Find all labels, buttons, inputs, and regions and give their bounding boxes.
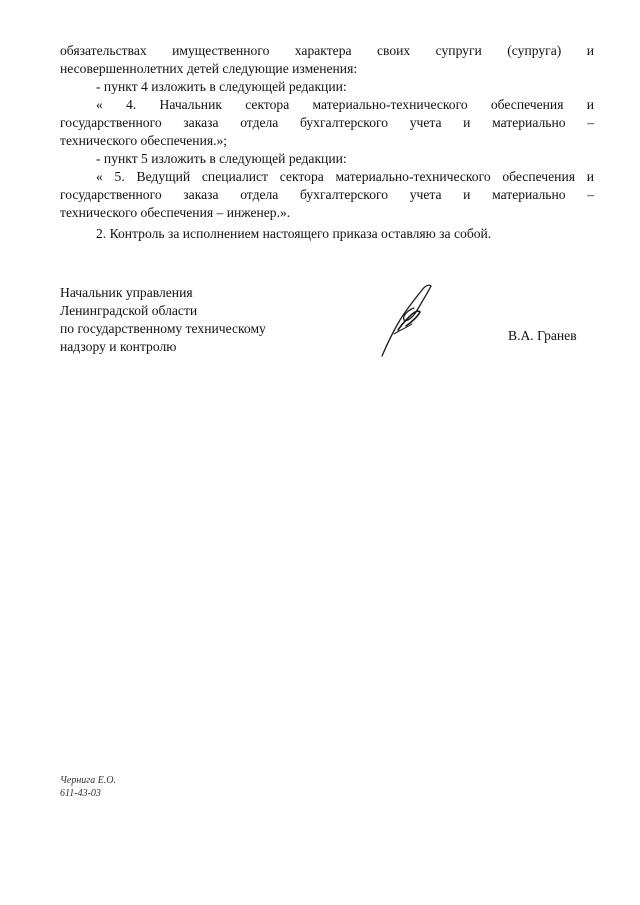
position-line: надзору и контролю [60,339,177,354]
handwritten-signature [376,280,440,360]
body-line: государственного заказа отдела бухгалтерского учета и материально – [60,187,594,202]
body-line: технического обеспечения.»; [60,133,228,148]
body-line: технического обеспечения – инженер.». [60,205,291,220]
body-line: « 4. Начальник сектора материально-технического обеспечения и [96,97,594,112]
position-line: Начальник управления [60,285,193,300]
signatory-name: В.А. Гранев [508,328,577,343]
body-line: государственного заказа отдела бухгалтерского учета и материально – [60,115,594,130]
body-line: - пункт 5 изложить в следующей редакции: [96,151,347,166]
executor-note [60,774,116,800]
body-line: « 5. Ведущий специалист сектора материально-технического обеспечения и [96,169,594,184]
document-body [60,42,594,243]
executor-name: Чернига Е.О. [60,775,117,786]
position-line: Ленинградской области [60,303,198,318]
body-line: - пункт 4 изложить в следующей редакции: [96,79,347,94]
body-line: 2. Контроль за исполнением настоящего приказа оставляю за собой. [96,226,492,241]
executor-phone: 611-43-03 [60,788,101,799]
signatory-position [60,284,266,356]
body-line: обязательствах имущественного характера своих супруги (супруга) и [60,43,594,58]
body-line: несовершеннолетних детей следующие изменения: [60,61,358,76]
position-line: по государственному техническому [60,321,266,336]
